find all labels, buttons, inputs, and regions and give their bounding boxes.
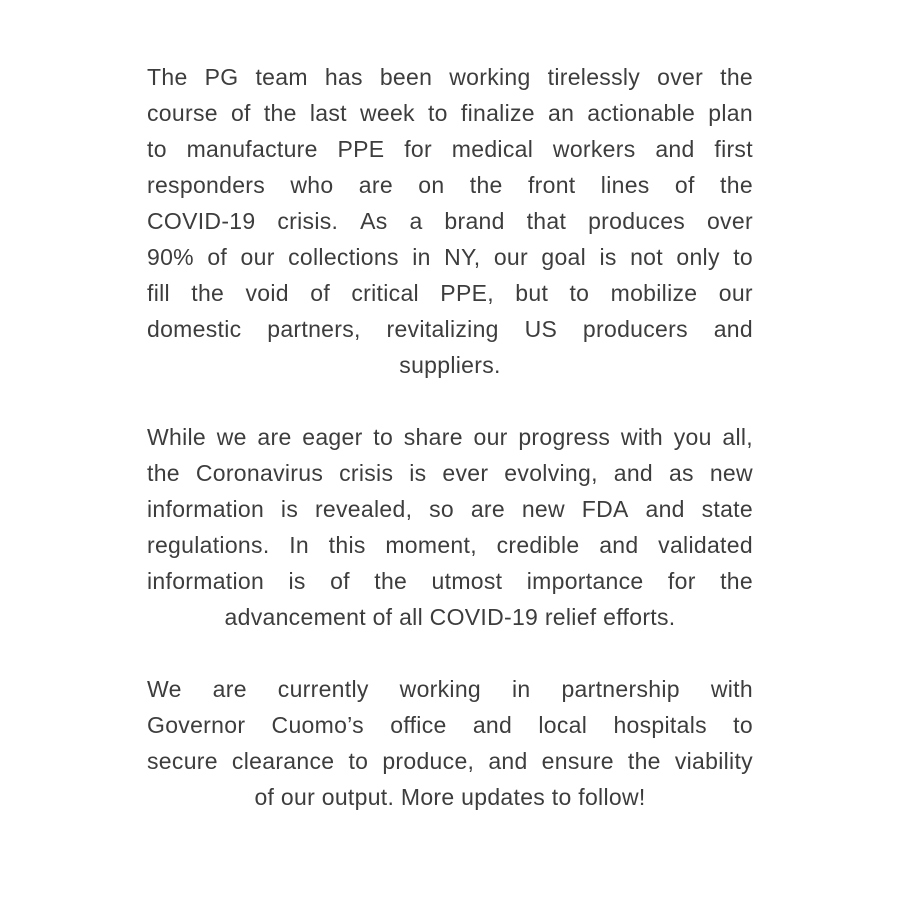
word: to [733,712,753,738]
word: the [263,100,297,126]
word: who [290,172,334,198]
word: PPE [337,136,385,162]
text-line [147,311,753,347]
word: ever [442,460,489,486]
word: are [358,172,393,198]
word: an [547,100,575,126]
word: Cuomo’s [271,712,364,738]
word: our [493,244,528,270]
word: mobilize [610,280,698,306]
word: the [147,460,180,486]
word: our [240,244,275,270]
word: in [412,244,431,270]
word: with [710,676,753,702]
paragraph [147,59,753,383]
word: PG [204,64,239,90]
word: revitalizing [386,316,499,342]
word: collections [288,244,399,270]
word: importance [526,568,644,594]
word: workers [552,136,636,162]
word: as [668,460,694,486]
text-line [147,59,753,95]
text-line: suppliers. [399,352,501,378]
word: void [245,280,289,306]
word: In [289,532,309,558]
word: 90% [147,244,194,270]
word: progress [518,424,611,450]
word: so [429,496,455,522]
word: and [488,748,528,774]
word: new [521,496,565,522]
word: secure [147,748,218,774]
word: credible [496,532,580,558]
word: but [515,280,549,306]
text-line: advancement of all COVID-19 relief efforts. [224,604,676,630]
word: to [147,136,167,162]
word: last [309,100,347,126]
word: the [720,172,753,198]
text-line [147,743,753,779]
word: regulations. [147,532,270,558]
word: are [257,424,292,450]
word: As [360,208,388,234]
word: of [330,568,350,594]
word: our [718,280,753,306]
word: Governor [147,712,246,738]
word: you [673,424,712,450]
word: hospitals [613,712,707,738]
text-line: of our output. More updates to follow! [254,784,646,810]
text-line [147,707,753,743]
word: produces [588,208,686,234]
word: manufacture [186,136,318,162]
word: to [733,244,753,270]
paragraph [147,671,753,815]
word: domestic [147,316,242,342]
word: the [720,568,753,594]
word: to [373,424,394,450]
word: first [714,136,753,162]
word: producers [582,316,688,342]
post-text-block [147,59,753,815]
word: share [403,424,463,450]
text-line [147,527,753,563]
word: and [645,496,685,522]
word: NY, [444,244,481,270]
word: only [676,244,720,270]
word: Coronavirus [195,460,324,486]
word: plan [708,100,753,126]
word: on [418,172,445,198]
word: produce, [382,748,475,774]
word: responders [147,172,266,198]
text-line [147,95,753,131]
word: this [328,532,366,558]
word: validated [658,532,753,558]
word: office [390,712,447,738]
word: been [379,64,433,90]
word: to [348,748,369,774]
word: is [409,460,427,486]
word: utmost [431,568,503,594]
word: course [147,100,218,126]
word: front [527,172,576,198]
text-line [147,275,753,311]
word: ensure [541,748,614,774]
paragraph [147,419,753,635]
word: and [655,136,695,162]
word: in [511,676,531,702]
word: are [212,676,247,702]
word: of [207,244,228,270]
word: week [359,100,415,126]
word: critical [351,280,419,306]
word: PPE, [440,280,494,306]
word: and [613,460,654,486]
text-line [147,563,753,599]
word: finalize [460,100,535,126]
text-line [147,671,753,707]
word: and [472,712,513,738]
word: the [374,568,408,594]
text-line [147,239,753,275]
word: of [230,100,251,126]
word: viability [674,748,753,774]
word: the [720,64,753,90]
word: a [409,208,423,234]
word: brand [444,208,505,234]
word: to [569,280,590,306]
word: new [709,460,753,486]
word: goal [541,244,587,270]
text-line [147,167,753,203]
word: the [469,172,503,198]
word: are [470,496,505,522]
word: medical [451,136,534,162]
word: fill [147,280,170,306]
word: FDA [581,496,629,522]
word: to [427,100,448,126]
word: While [147,424,207,450]
word: is [280,496,299,522]
word: lines [600,172,650,198]
word: that [526,208,567,234]
word: the [191,280,225,306]
word: with [620,424,664,450]
text-line [147,203,753,239]
word: crisis [339,460,394,486]
word: is [288,568,306,594]
word: working [399,676,482,702]
word: team [255,64,308,90]
word: for [404,136,432,162]
word: evolving, [504,460,598,486]
word: local [538,712,588,738]
word: and [713,316,753,342]
word: partnership [561,676,680,702]
word: has [324,64,363,90]
word: information [147,496,265,522]
word: partners, [267,316,361,342]
word: not [630,244,663,270]
word: is [599,244,617,270]
word: clearance [231,748,335,774]
word: over [657,64,704,90]
word: we [216,424,247,450]
word: of [310,280,331,306]
word: tirelessly [547,64,641,90]
word: The [147,64,188,90]
word: information [147,568,265,594]
word: and [599,532,639,558]
word: our [473,424,508,450]
word: eager [302,424,363,450]
word: of [674,172,695,198]
word: over [706,208,753,234]
word: the [627,748,661,774]
text-line [147,455,753,491]
word: actionable [587,100,696,126]
word: revealed, [314,496,413,522]
text-line [147,131,753,167]
word: US [524,316,558,342]
word: currently [277,676,369,702]
word: We [147,676,182,702]
text-line [147,491,753,527]
word: COVID-19 [147,208,256,234]
word: moment, [385,532,477,558]
word: all, [722,424,753,450]
text-line [147,419,753,455]
word: for [667,568,696,594]
word: working [449,64,531,90]
word: crisis. [277,208,339,234]
word: state [701,496,753,522]
